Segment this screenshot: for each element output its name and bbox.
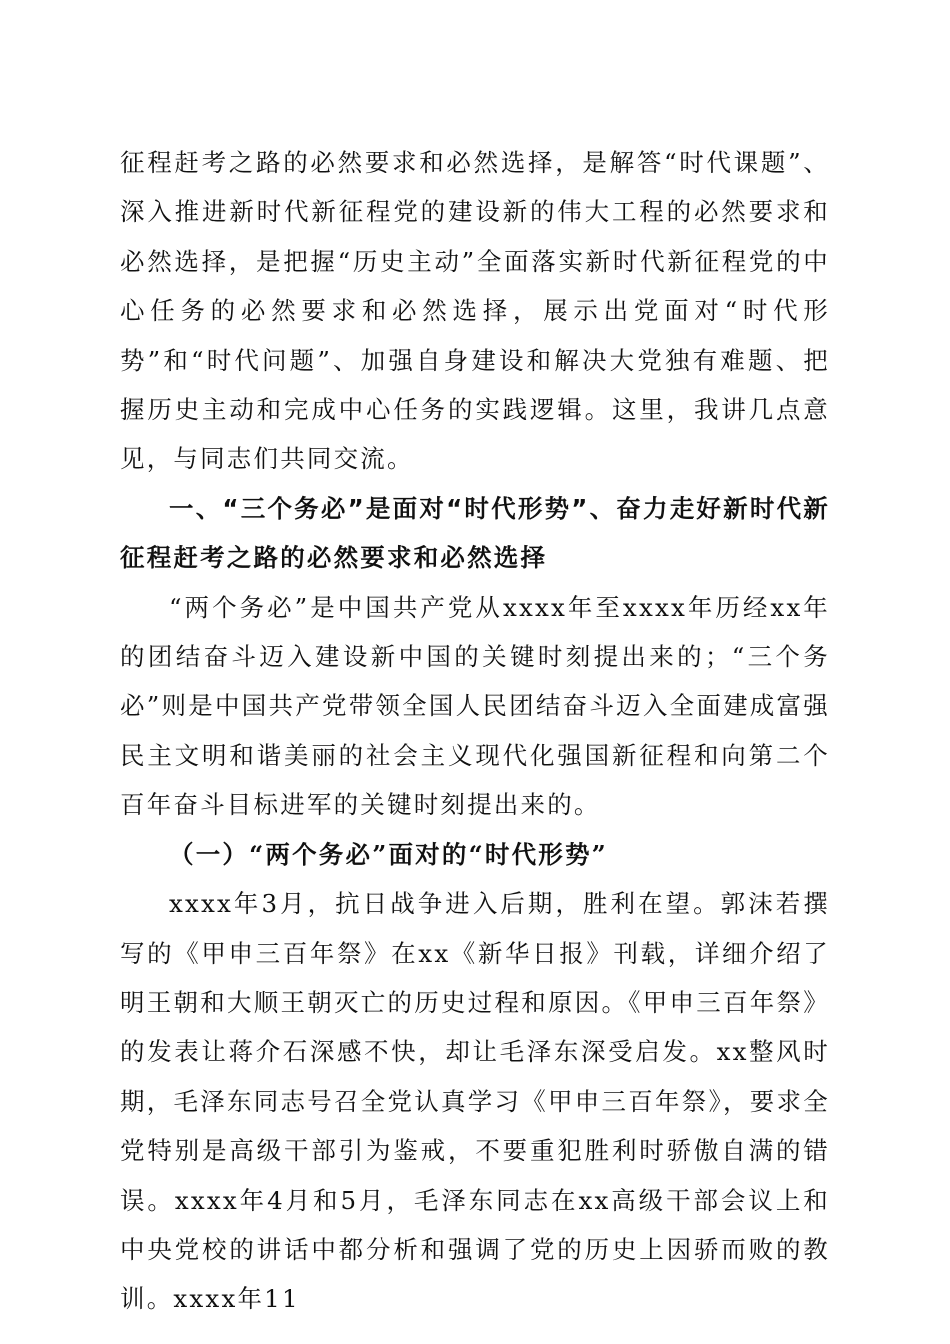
section-1-heading: 一、“三个务必”是面对“时代形势”、奋力走好新时代新征程赶考之路的必然要求和必然选择 [120, 493, 830, 573]
document-body [120, 138, 830, 1324]
section-1-paragraph: “两个务必”是中国共产党从xxxx年至xxxx年历经xx年的团结奋斗迈入建设新中国的关键时刻提出来的；“三个务必”则是中国共产党带领全国人民团结奋斗迈入全面建成富强民主文明和谐美丽的社会主义现代化强国新征程和向第二个百年奋斗目标进军的关键时刻提出来的。 [120, 592, 830, 820]
intro-paragraph: 征程赶考之路的必然要求和必然选择，是解答“时代课题”、深入推进新时代新征程党的建设新的伟大工程的必然要求和必然选择，是把握“历史主动”全面落实新时代新征程党的中心任务的必然要求和必然选择，展示出党面对“时代形势”和“时代问题”、加强自身建设和解决大党独有难题、把握历史主动和完成中心任务的实践逻辑。这里，我讲几点意见，与同志们共同交流。 [120, 148, 830, 474]
subsection-1-paragraph: xxxx年3月，抗日战争进入后期，胜利在望。郭沫若撰写的《甲申三百年祭》在xx《新华日报》刊载，详细介绍了明王朝和大顺王朝灭亡的历史过程和原因。《甲申三百年祭》的发表让蒋介石深感不快，却让毛泽东深受启发。xx整风时期，毛泽东同志号召全党认真学习《甲申三百年祭》，要求全党特别是高级干部引为鉴戒，不要重犯胜利时骄傲自满的错误。xxxx年4月和5月，毛泽东同志在xx高级干部会议上和中央党校的讲话中都分析和强调了党的历史上因骄而败的教训。xxxx年11 [120, 889, 830, 1314]
subsection-1-heading: （一）“两个务必”面对的“时代形势” [169, 839, 608, 869]
